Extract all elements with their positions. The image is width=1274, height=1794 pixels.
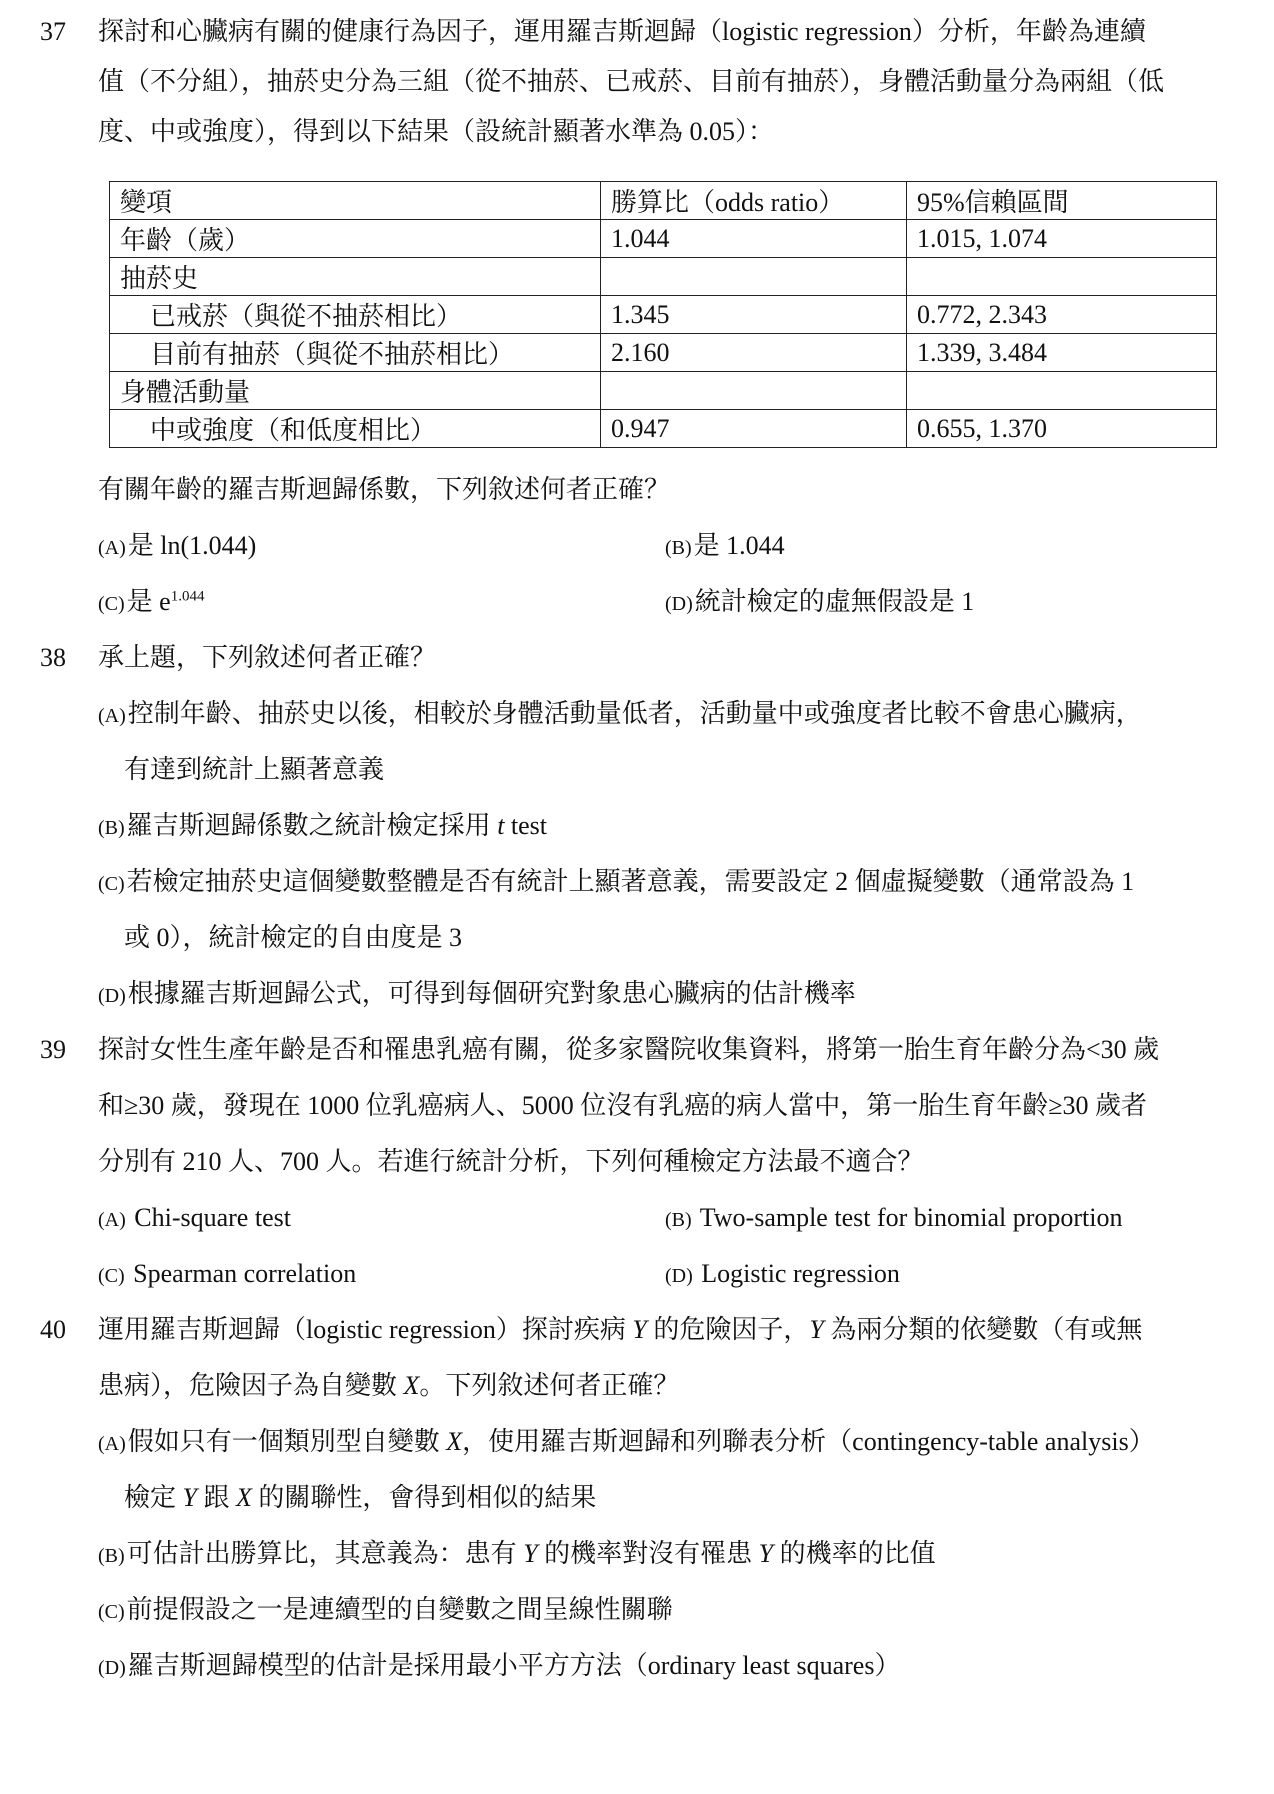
table-cell bbox=[907, 372, 1217, 410]
question-stem-line bbox=[98, 1310, 1142, 1350]
question-stem-line: 承上題，下列敘述何者正確？ bbox=[98, 643, 437, 672]
option-text: 前提假設之一是連續型的自變數之間呈線性關聯 bbox=[126, 1595, 673, 1624]
table-header-row bbox=[110, 182, 1217, 220]
option-a-continued bbox=[124, 1478, 596, 1518]
option-b[interactable] bbox=[665, 526, 785, 568]
question-number: 38 bbox=[40, 643, 66, 672]
table-row bbox=[110, 258, 1217, 296]
variable-x: X bbox=[403, 1371, 420, 1400]
option-a[interactable] bbox=[98, 1422, 1155, 1464]
table-cell: 0.947 bbox=[601, 410, 907, 448]
question-number: 37 bbox=[40, 17, 66, 46]
table-header: 勝算比（odds ratio） bbox=[601, 182, 907, 220]
option-text: Spearman correlation bbox=[133, 1259, 357, 1288]
option-b[interactable] bbox=[98, 806, 547, 848]
table-cell: 中或強度（和低度相比） bbox=[110, 410, 601, 448]
table-row bbox=[110, 296, 1217, 334]
question-number: 39 bbox=[40, 1035, 66, 1064]
stem-text: 。下列敘述何者正確？ bbox=[419, 1371, 680, 1400]
question-number: 40 bbox=[40, 1315, 66, 1344]
option-d[interactable] bbox=[98, 1646, 900, 1688]
variable-x: X bbox=[446, 1427, 463, 1456]
option-marker: (A) bbox=[98, 537, 126, 559]
option-text: 若檢定抽菸史這個變數整體是否有統計上顯著意義，需要設定 2 個虛擬變數（通常設為 1 bbox=[126, 867, 1135, 896]
option-c[interactable] bbox=[98, 1590, 673, 1632]
option-italic: t bbox=[497, 811, 505, 840]
option-text: 羅吉斯迴歸係數之統計檢定採用 bbox=[126, 811, 498, 840]
stem-text: 的危險因子， bbox=[646, 1315, 810, 1344]
table-cell: 1.015, 1.074 bbox=[907, 220, 1217, 258]
table-row bbox=[110, 220, 1217, 258]
variable-y: Y bbox=[523, 1539, 538, 1568]
table-cell: 身體活動量 bbox=[110, 372, 601, 410]
option-a[interactable] bbox=[98, 694, 1142, 736]
variable-y: Y bbox=[809, 1315, 824, 1344]
table-cell: 1.345 bbox=[601, 296, 907, 334]
option-marker: (B) bbox=[98, 1545, 125, 1567]
question-stem-line: 分別有 210 人、700 人。若進行統計分析，下列何種檢定方法最不適合？ bbox=[98, 1147, 924, 1176]
table-header: 95%信賴區間 bbox=[907, 182, 1217, 220]
option-marker: (B) bbox=[98, 817, 125, 839]
option-a[interactable] bbox=[98, 1198, 291, 1240]
option-text: 的關聯性，會得到相似的結果 bbox=[251, 1483, 597, 1512]
option-text: 是 ln(1.044) bbox=[127, 531, 257, 560]
option-text: 根據羅吉斯迴歸公式，可得到每個研究對象患心臟病的估計機率 bbox=[127, 979, 856, 1008]
table-cell: 抽菸史 bbox=[110, 258, 601, 296]
option-text: 可估計出勝算比，其意義為：患有 bbox=[126, 1539, 524, 1568]
table-cell: 1.339, 3.484 bbox=[907, 334, 1217, 372]
option-marker: (C) bbox=[98, 873, 125, 895]
option-text: 的機率的比值 bbox=[773, 1539, 936, 1568]
option-text: 檢定 bbox=[124, 1483, 183, 1512]
option-marker: (A) bbox=[98, 705, 126, 727]
question-prompt: 有關年齡的羅吉斯迴歸係數，下列敘述何者正確？ bbox=[98, 475, 671, 504]
table-header: 變項 bbox=[110, 182, 601, 220]
table-cell: 年齡（歲） bbox=[110, 220, 601, 258]
option-marker: (B) bbox=[665, 1209, 692, 1231]
option-text: 的機率對沒有罹患 bbox=[537, 1539, 759, 1568]
option-text: test bbox=[504, 811, 548, 840]
option-exponent: 1.044 bbox=[170, 588, 205, 605]
variable-y: Y bbox=[632, 1315, 647, 1344]
option-c[interactable] bbox=[98, 862, 1134, 904]
option-text: 控制年齡、抽菸史以後，相較於身體活動量低者，活動量中或強度者比較不會患心臟病， bbox=[127, 699, 1142, 728]
table-row bbox=[110, 372, 1217, 410]
option-marker: (D) bbox=[665, 1265, 693, 1287]
variable-y: Y bbox=[758, 1539, 774, 1568]
table-cell bbox=[601, 258, 907, 296]
table-row bbox=[110, 410, 1217, 448]
question-stem-line: 和≥30 歲，發現在 1000 位乳癌病人、5000 位沒有乳癌的病人當中，第一胎生育年齡≥30 歲者 bbox=[98, 1091, 1148, 1120]
option-text: Two-sample test for binomial proportion bbox=[699, 1203, 1123, 1232]
table-cell: 0.655, 1.370 bbox=[907, 410, 1217, 448]
question-stem-line bbox=[98, 1366, 679, 1406]
option-marker: (D) bbox=[665, 593, 693, 615]
option-marker: (A) bbox=[98, 1433, 126, 1455]
odds-ratio-table bbox=[109, 181, 1217, 448]
option-c[interactable] bbox=[98, 582, 204, 624]
option-text: Chi-square test bbox=[134, 1203, 291, 1232]
option-text: 是 1.044 bbox=[693, 531, 785, 560]
option-d[interactable] bbox=[665, 582, 974, 624]
variable-y: Y bbox=[182, 1483, 197, 1512]
option-marker: (C) bbox=[98, 1601, 125, 1623]
option-b[interactable] bbox=[98, 1534, 936, 1576]
option-d[interactable] bbox=[665, 1254, 900, 1296]
table-cell: 1.044 bbox=[601, 220, 907, 258]
stem-text: 患病），危險因子為自變數 bbox=[98, 1371, 404, 1400]
option-marker: (D) bbox=[98, 985, 126, 1007]
table-cell bbox=[907, 258, 1217, 296]
option-marker: (B) bbox=[665, 537, 692, 559]
option-text: 羅吉斯迴歸模型的估計是採用最小平方方法（ordinary least squares） bbox=[127, 1651, 901, 1680]
option-marker: (C) bbox=[98, 593, 125, 615]
option-text: ，使用羅吉斯迴歸和列聯表分析（contingency-table analysis） bbox=[462, 1427, 1155, 1456]
table-cell: 目前有抽菸（與從不抽菸相比） bbox=[110, 334, 601, 372]
table-row bbox=[110, 334, 1217, 372]
question-stem-line: 度、中或強度），得到以下結果（設統計顯著水準為 0.05）： bbox=[98, 117, 775, 146]
variable-x: X bbox=[236, 1483, 252, 1512]
table-cell: 已戒菸（與從不抽菸相比） bbox=[110, 296, 601, 334]
stem-text: 運用羅吉斯迴歸（logistic regression）探討疾病 bbox=[98, 1315, 633, 1344]
option-text: 跟 bbox=[196, 1483, 236, 1512]
question-stem-line: 探討女性生產年齡是否和罹患乳癌有關，從多家醫院收集資料，將第一胎生育年齡分為<30 歲 bbox=[98, 1035, 1160, 1064]
option-c[interactable] bbox=[98, 1254, 356, 1296]
table-cell bbox=[601, 372, 907, 410]
option-marker: (C) bbox=[98, 1265, 125, 1287]
stem-text: 為兩分類的依變數（有或無 bbox=[823, 1315, 1143, 1344]
option-text: Logistic regression bbox=[701, 1259, 900, 1288]
option-marker: (A) bbox=[98, 1209, 126, 1231]
option-marker: (D) bbox=[98, 1657, 126, 1679]
option-b[interactable] bbox=[665, 1198, 1122, 1240]
option-text: 統計檢定的虛無假設是 1 bbox=[694, 587, 975, 616]
option-text: 假如只有一個類別型自變數 bbox=[127, 1427, 447, 1456]
table-cell: 2.160 bbox=[601, 334, 907, 372]
option-a-continued: 有達到統計上顯著意義 bbox=[124, 755, 385, 784]
option-d[interactable] bbox=[98, 974, 856, 1016]
question-stem-line: 值（不分組），抽菸史分為三組（從不抽菸、已戒菸、目前有抽菸），身體活動量分為兩組（低 bbox=[98, 67, 1165, 96]
table-cell: 0.772, 2.343 bbox=[907, 296, 1217, 334]
option-c-continued: 或 0），統計檢定的自由度是 3 bbox=[124, 923, 463, 952]
option-text: 是 e bbox=[126, 587, 171, 616]
question-stem-line: 探討和心臟病有關的健康行為因子，運用羅吉斯迴歸（logistic regression）分析，年齡為連續 bbox=[98, 17, 1146, 46]
option-a[interactable] bbox=[98, 526, 256, 568]
